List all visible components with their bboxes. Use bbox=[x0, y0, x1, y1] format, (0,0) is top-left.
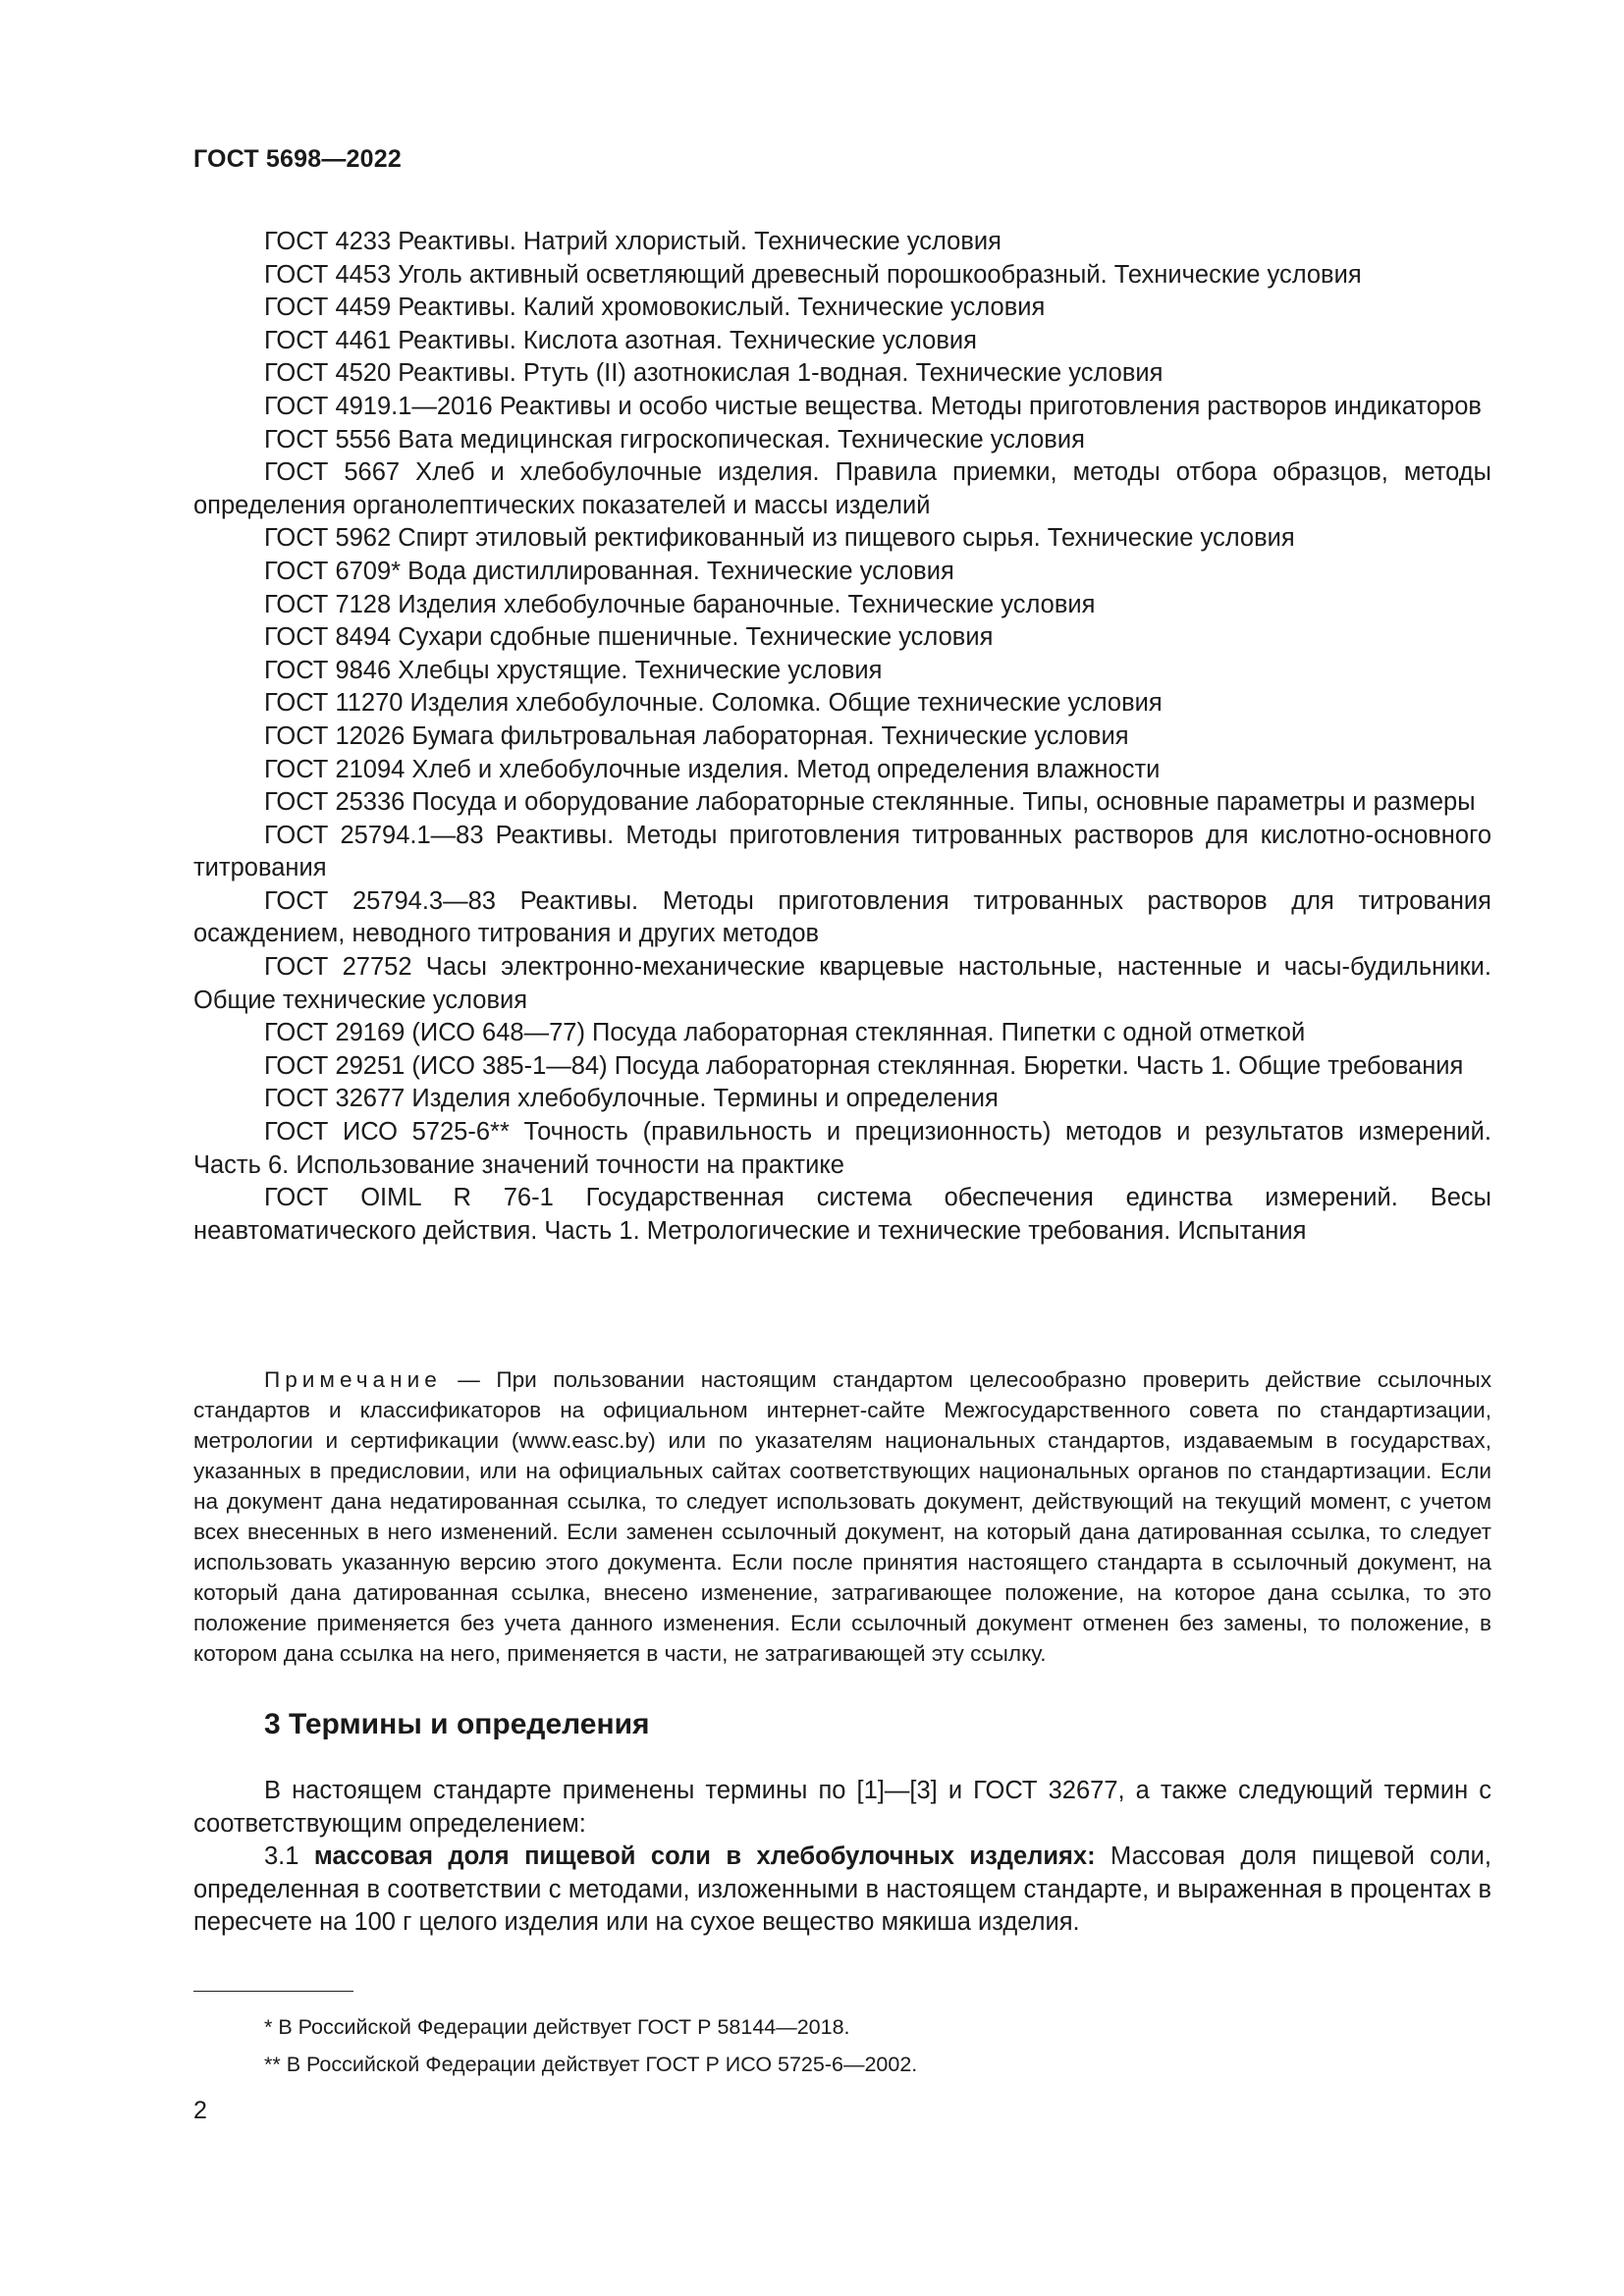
page-number: 2 bbox=[193, 2097, 207, 2124]
reference-item: ГОСТ 21094 Хлеб и хлебобулочные изделия. Метод определения влажности bbox=[264, 755, 1161, 783]
term-name: массовая доля пищевой соли в хлебобулочных изделиях: bbox=[313, 1842, 1096, 1871]
reference-item: ГОСТ 25794.1—83 Реактивы. Методы приготовления титрованных растворов для кислотно-основного титрования bbox=[193, 821, 1491, 882]
reference-item: ГОСТ 25336 Посуда и оборудование лабораторные стеклянные. Типы, основные параметры и размеры bbox=[264, 788, 1476, 817]
reference-item: ГОСТ ИСО 5725-6** Точность (правильность и прецизионность) методов и результатов измерений. Часть 6. Использование значений точности на практике bbox=[193, 1118, 1491, 1179]
reference-item: ГОСТ OIML R 76-1 Государственная система обеспечения единства измерений. Весы неавтоматического действия. Часть 1. Метрологические и технические требования. Испытания bbox=[193, 1184, 1491, 1245]
term-definition-text: Массовая доля пищевой соли, определенная в соответствии с методами, изложенными в настоящем стандарте, и выраженная в процентах в пересчете на 100 г целого изделия или на сухое вещество мякиша изделия. bbox=[193, 1842, 1492, 1937]
reference-item: ГОСТ 4520 Реактивы. Ртуть (II) азотнокислая 1-водная. Технические условия bbox=[264, 359, 1164, 388]
section-title: 3 Термины и определения bbox=[264, 1708, 650, 1740]
reference-item: ГОСТ 4919.1—2016 Реактивы и особо чистые вещества. Методы приготовления растворов индикаторов bbox=[264, 392, 1482, 420]
reference-item: ГОСТ 25794.3—83 Реактивы. Методы приготовления титрованных растворов для титрования осаждением, неводного титрования и других методов bbox=[193, 886, 1491, 948]
reference-item: ГОСТ 12026 Бумага фильтровальная лабораторная. Технические условия bbox=[264, 721, 1129, 750]
reference-item: ГОСТ 4453 Уголь активный осветляющий древесный порошкообразный. Технические условия bbox=[264, 260, 1362, 289]
footnote: ** В Российской Федерации действует ГОСТ Р ИСО 5725-6—2002. bbox=[264, 2053, 918, 2076]
reference-item: ГОСТ 29169 (ИСО 648—77) Посуда лабораторная стеклянная. Пипетки с одной отметкой bbox=[264, 1019, 1306, 1047]
reference-item: ГОСТ 9846 Хлебцы хрустящие. Технические условия bbox=[264, 656, 883, 684]
reference-item: ГОСТ 11270 Изделия хлебобулочные. Соломка. Общие технические условия bbox=[264, 689, 1163, 718]
note-text: — При пользовании настоящим стандартом целесообразно проверить действие ссылочных стандартов и классификаторов на официальном интернет-сайте Межгосударственного совета по стандартизации, метрологии и сертификации (www.easc.by) или по указателям национальных стандартов, издаваемым в государствах, указанных в предисловии, или на официальных сайтах соответствующих национальных органов по стандартизации. Если на документ дана недатированная ссылка, то следует использовать документ, действующий на текущий момент, с учетом всех внесенных в него изменений. Если заменен ссылочный документ, на который дана датированная ссылка, то следует использовать указанную версию этого документа. Если после принятия настоящего стандарта в ссылочный документ, на который дана датированная ссылка, внесено изменение, затрагивающее положение, на которое дана ссылка, то это положение применяется без учета данного изменения. Если ссылочный документ отменен без замены, то положение, в котором дана ссылка на него, применяется в части, не затрагивающей эту ссылку. bbox=[193, 1367, 1491, 1666]
reference-item: ГОСТ 4459 Реактивы. Калий хромовокислый. Технические условия bbox=[264, 294, 1046, 322]
reference-item: ГОСТ 5556 Вата медицинская гигроскопическая. Технические условия bbox=[264, 425, 1085, 454]
reference-item: ГОСТ 4233 Реактивы. Натрий хлористый. Технические условия bbox=[264, 228, 1001, 255]
reference-item: ГОСТ 5962 Спирт этиловый ректификованный из пищевого сырья. Технические условия bbox=[264, 524, 1295, 553]
note-paragraph bbox=[193, 1364, 1491, 1669]
document-header: ГОСТ 5698—2022 bbox=[193, 145, 402, 173]
reference-item: ГОСТ 6709* Вода дистиллированная. Технические условия bbox=[264, 557, 954, 585]
section-intro: В настоящем стандарте применены термины по [1]—[3] и ГОСТ 32677, а также следующий термин с соответствующим определением: bbox=[193, 1777, 1491, 1838]
note-block bbox=[193, 1364, 1491, 1669]
reference-item: ГОСТ 7128 Изделия хлебобулочные бараночные. Технические условия bbox=[264, 590, 1096, 618]
normative-references-list bbox=[193, 226, 1491, 1248]
footnotes bbox=[264, 2008, 917, 2083]
reference-item: ГОСТ 4461 Реактивы. Кислота азотная. Технические условия bbox=[264, 326, 977, 354]
term-number: 3.1 bbox=[264, 1842, 314, 1871]
note-label: Примечание bbox=[264, 1367, 442, 1392]
footnote: * В Российской Федерации действует ГОСТ Р 58144—2018. bbox=[264, 2015, 850, 2039]
reference-item: ГОСТ 29251 (ИСО 385-1—84) Посуда лабораторная стеклянная. Бюретки. Часть 1. Общие требования bbox=[264, 1051, 1464, 1080]
term-definition bbox=[193, 1841, 1491, 1940]
footnote-divider bbox=[193, 1991, 353, 1992]
reference-item: ГОСТ 32677 Изделия хлебобулочные. Термины и определения bbox=[264, 1085, 999, 1113]
reference-item: ГОСТ 8494 Сухари сдобные пшеничные. Технические условия bbox=[264, 623, 994, 652]
reference-item: ГОСТ 27752 Часы электронно-механические кварцевые настольные, настенные и часы-будильники. Общие технические условия bbox=[193, 953, 1491, 1014]
reference-item: ГОСТ 5667 Хлеб и хлебобулочные изделия. Правила приемки, методы отбора образцов, методы определения органолептических показателей и массы изделий bbox=[193, 458, 1491, 519]
section-body bbox=[193, 1775, 1491, 1940]
